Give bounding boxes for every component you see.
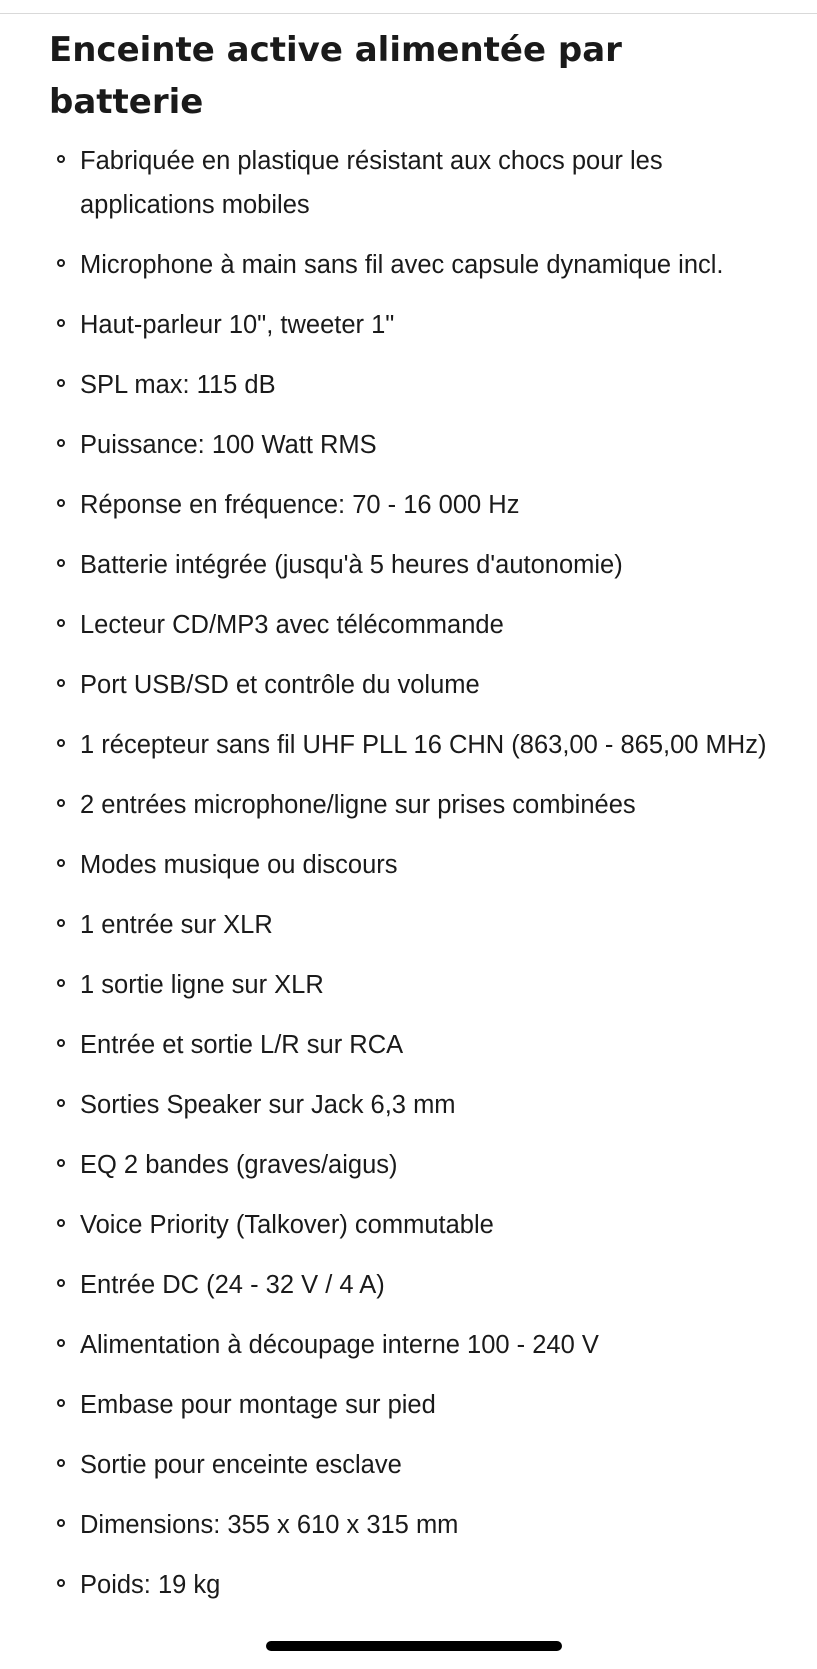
feature-list-item (0, 843, 817, 887)
feature-list-item (0, 603, 817, 647)
feature-list-item (0, 363, 817, 407)
feature-list-item (0, 1203, 817, 1247)
feature-list-item (0, 423, 817, 467)
circle-bullet-icon (57, 1099, 65, 1107)
feature-list-item (0, 723, 817, 767)
feature-text: Réponse en fréquence: 70 - 16 000 Hz (80, 491, 520, 519)
feature-text: Microphone à main sans fil avec capsule dynamique incl. (80, 251, 724, 279)
feature-text: SPL max: 115 dB (80, 371, 276, 399)
feature-text: 1 sortie ligne sur XLR (80, 971, 324, 999)
feature-text: Alimentation à découpage interne 100 - 240 V (80, 1331, 599, 1359)
feature-list-item (0, 783, 817, 827)
feature-text: Puissance: 100 Watt RMS (80, 431, 377, 459)
feature-list-item (0, 303, 817, 347)
feature-list-item (0, 1083, 817, 1127)
feature-list-item (0, 543, 817, 587)
circle-bullet-icon (57, 1219, 65, 1227)
feature-list-item (0, 1563, 817, 1607)
feature-text: Dimensions: 355 x 610 x 315 mm (80, 1511, 459, 1539)
circle-bullet-icon (57, 619, 65, 627)
feature-list-item (0, 1383, 817, 1427)
feature-list-item (0, 1143, 817, 1187)
circle-bullet-icon (57, 1039, 65, 1047)
feature-text: Haut-parleur 10", tweeter 1" (80, 311, 395, 339)
circle-bullet-icon (57, 739, 65, 747)
feature-text: Embase pour montage sur pied (80, 1391, 436, 1419)
feature-text: 2 entrées microphone/ligne sur prises combinées (80, 791, 636, 819)
feature-text: Poids: 19 kg (80, 1571, 221, 1599)
circle-bullet-icon (57, 679, 65, 687)
feature-list-item (0, 903, 817, 947)
feature-text: Port USB/SD et contrôle du volume (80, 671, 480, 699)
circle-bullet-icon (57, 1159, 65, 1167)
feature-text: 1 récepteur sans fil UHF PLL 16 CHN (863,00 - 865,00 MHz) (80, 731, 767, 759)
circle-bullet-icon (57, 439, 65, 447)
page-title: Enceinte active alimentée par batterie (49, 30, 622, 122)
circle-bullet-icon (57, 499, 65, 507)
feature-list-item (0, 243, 817, 287)
feature-list-item (0, 483, 817, 527)
circle-bullet-icon (57, 1339, 65, 1347)
feature-text: Fabriquée en plastique résistant aux chocs pour les applications mobiles (80, 147, 663, 219)
circle-bullet-icon (57, 259, 65, 267)
feature-text: Entrée et sortie L/R sur RCA (80, 1031, 404, 1059)
feature-list-item (0, 1443, 817, 1487)
page-content (0, 14, 817, 1623)
feature-list-item (0, 663, 817, 707)
feature-text: 1 entrée sur XLR (80, 911, 273, 939)
feature-list (0, 139, 817, 1607)
feature-text: EQ 2 bandes (graves/aigus) (80, 1151, 398, 1179)
feature-list-item (0, 139, 817, 227)
circle-bullet-icon (57, 379, 65, 387)
circle-bullet-icon (57, 319, 65, 327)
feature-text: Sortie pour enceinte esclave (80, 1451, 402, 1479)
feature-text: Entrée DC (24 - 32 V / 4 A) (80, 1271, 385, 1299)
feature-text: Lecteur CD/MP3 avec télécommande (80, 611, 504, 639)
circle-bullet-icon (57, 1519, 65, 1527)
feature-text: Sorties Speaker sur Jack 6,3 mm (80, 1091, 456, 1119)
circle-bullet-icon (57, 1279, 65, 1287)
circle-bullet-icon (57, 799, 65, 807)
feature-list-item (0, 1263, 817, 1307)
home-indicator[interactable] (266, 1641, 562, 1651)
feature-list-item (0, 963, 817, 1007)
feature-list-item (0, 1023, 817, 1067)
circle-bullet-icon (57, 1399, 65, 1407)
circle-bullet-icon (57, 979, 65, 987)
feature-text: Voice Priority (Talkover) commutable (80, 1211, 494, 1239)
circle-bullet-icon (57, 859, 65, 867)
circle-bullet-icon (57, 559, 65, 567)
circle-bullet-icon (57, 919, 65, 927)
feature-list-item (0, 1503, 817, 1547)
feature-list-item (0, 1323, 817, 1367)
circle-bullet-icon (57, 1579, 65, 1587)
circle-bullet-icon (57, 155, 65, 163)
circle-bullet-icon (57, 1459, 65, 1467)
feature-text: Modes musique ou discours (80, 851, 398, 879)
feature-text: Batterie intégrée (jusqu'à 5 heures d'autonomie) (80, 551, 623, 579)
